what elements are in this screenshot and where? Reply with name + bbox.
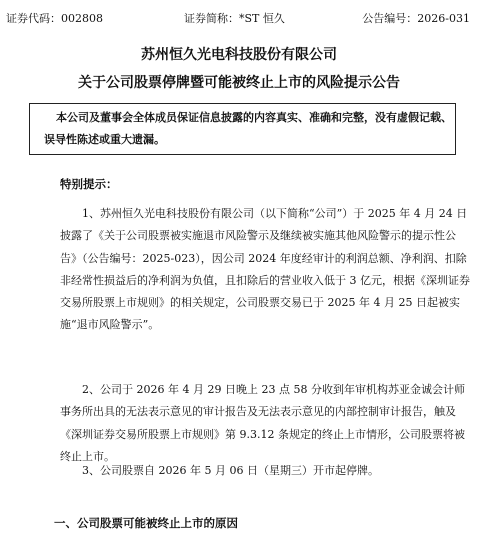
company-title: 苏州恒久光电科技股份有限公司 bbox=[141, 47, 337, 63]
stock-abbreviation: 证券简称：*ST 恒久 bbox=[184, 12, 285, 25]
announcement-number: 公告编号：2026-031 bbox=[362, 12, 470, 25]
announcement-title: 关于公司股票停牌暨可能被终止上市的风险提示公告 bbox=[78, 75, 400, 91]
paragraph-2: 2、公司于 2026 年 4 月 29 日晚上 23 点 58 分收到年审机构苏亚金诚会计师事务所出具的无法表示意见的审计报告及无法表示意见的内部控制审计报告，触及《深圳证券交易所股票上市规则》第 9.3.12 条规定的终止上市情形，公司股票将被终止上市。 bbox=[60, 383, 465, 463]
paragraph-1: 1、苏州恒久光电科技股份有限公司（以下简称“公司”）于 2025 年 4 月 24 日披露了《关于公司股票被实施退市风险警示及继续被实施其他风险警示的提示性公告》（公告编号：2025-023），因公司 2024 年度经审计的利润总额、净利润、扣除非经常性损益后的净利润为负值，且扣除后的营业收入低于 3 亿元，根据《深圳证券交易所股票上市规则》的相关规定，公司股票交易已于 2025 年 4 月 25 日起被实施“退市风险警示”。 bbox=[60, 207, 470, 332]
special-notice-heading: 特别提示： bbox=[60, 177, 118, 191]
paragraph-3: 3、公司股票自 2026 年 5 月 06 日（星期三）开市起停牌。 bbox=[82, 464, 379, 477]
announcement-meta-row bbox=[6, 10, 470, 26]
section-one-heading: 一、公司股票可能被终止上市的原因 bbox=[54, 516, 238, 530]
stock-code: 证券代码：002808 bbox=[6, 12, 103, 25]
disclosure-notice-text: 本公司及董事会全体成员保证信息披露的内容真实、准确和完整，没有虚假记载、误导性陈述或重大遗漏。 bbox=[44, 111, 452, 146]
